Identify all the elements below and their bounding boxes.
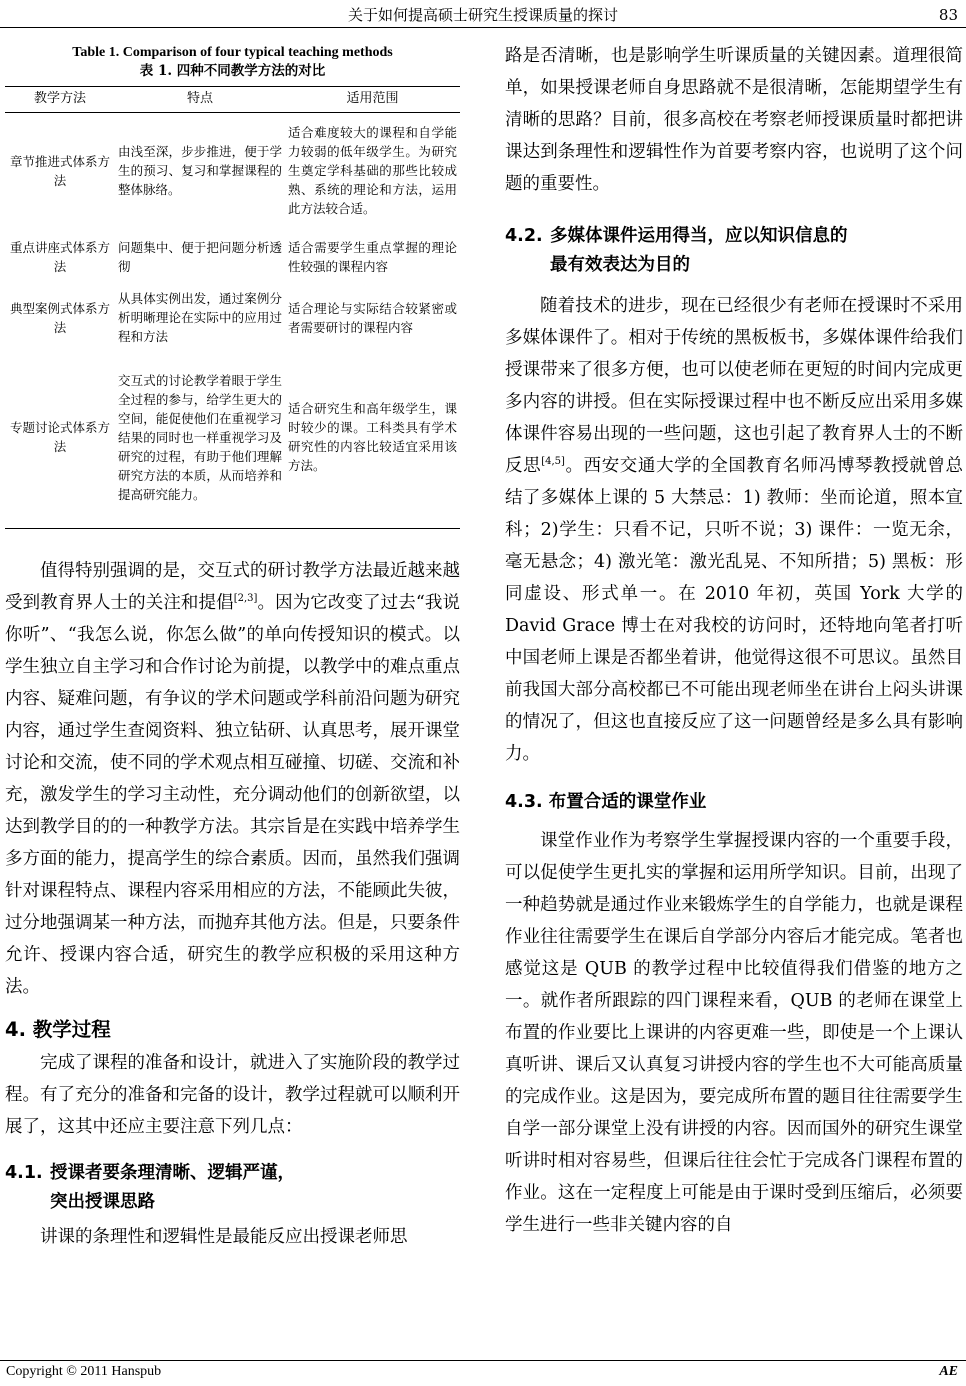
paragraph-text: 。因为它改变了过去“我说你听”、“我怎么说，你怎么做”的单向传授知识的模式。以学生独立自主学习和合作讨论为前提，以教学中的难点重点内容、疑难问题，有争议的学术问题或学科前沿问题为研究内容，通过学生查阅资料、独立钻研、认真思考，展开课堂讨论和交流，使不同的学术观点相互碰撞、切磋、交流和补充，激发学生的学习主动性，充分调动他们的创新欲望，以达到教学目的的一种教学方法。其宗旨是在实践中培养学生多方面的能力，提高学生的综合素质。因而，虽然我们强调针对课程特点、课程内容采用相应的方法，不能顾此失彼，过分地强调某一种方法，而抛弃其他方法。但是，只要条件允许、授课内容合适，研究生的教学应积极的采用这种方法。	[5, 593, 461, 997]
scope-cell: 适合需要学生重点掌握的理论性较强的课程内容	[288, 239, 457, 274]
scope-cell: 适合难度较大的课程和自学能力较弱的低年级学生。为研究生奠定学科基础的那些比较成熟、系统的理论和方法，运用此方法较合适。	[288, 125, 457, 217]
citation: [4,5]	[541, 456, 565, 468]
methods-table	[5, 86, 460, 529]
features-cell: 交互式的讨论教学着眼于学生全过程的参与，给学生更大的空间，能促使他们在重视学习结果的同时也一样重视学习及研究的过程，有助于他们理解研究方法的本质，从而培养和提高研究能力。	[115, 351, 285, 529]
column-header: 教学方法	[5, 87, 115, 113]
subsection-heading-4-1	[5, 1159, 460, 1217]
features-cell: 从具体实例出发，通过案例分析明晰理论在实际中的应用过程和方法	[118, 291, 282, 344]
subsection-heading-4-3: 4.3. 布置合适的课堂作业	[505, 792, 707, 812]
subsection-heading-4-2	[505, 222, 963, 280]
paragraph-logic: 讲课的条理性和逻辑性是最能反应出授课老师思	[40, 1227, 408, 1247]
heading-line: 最有效表达为目的	[550, 255, 690, 275]
method-cell: 典型案例式体系方法	[9, 300, 110, 335]
journal-abbreviation: AE	[939, 1364, 958, 1379]
scope-cell: 适合理论与实际结合较紧密或者需要研讨的课程内容	[288, 300, 457, 335]
heading-number: 4.2.	[505, 226, 543, 246]
features-cell: 由浅至深，步步推进，便于学生的预习、复习和掌握课程的整体脉络。	[118, 144, 282, 198]
method-cell: 重点讲座式体系方法	[9, 239, 110, 274]
footer-rule	[0, 1360, 966, 1361]
table-row	[5, 113, 460, 229]
column-header: 适用范围	[285, 87, 460, 113]
scope-cell: 适合研究生和高年级学生，课时较少的课。工科类具有学术研究性的内容比较适宜采用该方法。	[285, 351, 460, 529]
table-caption-zh: 表 1. 四种不同教学方法的对比	[139, 63, 326, 79]
heading-number: 4.1.	[5, 1163, 43, 1183]
paragraph-text: 值得特别强调的是，交互式的研讨教学方法最近越来越受到教育界人士的关注和提倡	[5, 561, 460, 613]
paragraph-interactive-method	[5, 555, 460, 1003]
paragraph-logic-continued: 路是否清晰，也是影响学生听课质量的关键因素。道理很简单，如果授课老师自身思路就不是很清晰，怎能期望学生有清晰的思路？目前，很多高校在考察老师授课质量时都把讲课达到条理性和逻辑性作为首要考察内容，也说明了这个问题的重要性。	[505, 46, 963, 194]
heading-line: 突出授课思路	[50, 1192, 155, 1212]
table-row	[5, 229, 460, 285]
left-column	[5, 40, 460, 1253]
table-caption-en: Table 1. Comparison of four typical teaching methods	[72, 45, 393, 60]
citation: [2,3]	[233, 593, 258, 605]
heading-text	[50, 1159, 460, 1217]
features-cell: 问题集中、便于把问题分析透彻	[118, 239, 282, 274]
method-cell: 章节推进式体系方法	[9, 153, 110, 188]
section-heading-4: 4. 教学过程	[5, 1018, 111, 1041]
heading-text	[550, 222, 963, 280]
header-rule	[0, 27, 966, 28]
heading-line: 授课者要条理清晰、逻辑严谨，	[50, 1163, 295, 1183]
column-header: 特点	[115, 87, 285, 113]
heading-line: 多媒体课件运用得当，应以知识信息的	[550, 226, 848, 246]
running-title: 关于如何提高硕士研究生授课质量的探讨	[347, 6, 618, 24]
running-header	[0, 0, 966, 28]
method-cell: 专题讨论式体系方法	[5, 351, 115, 529]
page-number: 83	[938, 6, 958, 24]
paragraph-teaching-process: 完成了课程的准备和设计，就进入了实施阶段的教学过程。有了充分的准备和完备的设计，教学过程就可以顺利开展了，这其中还应主要注意下列几点：	[5, 1053, 460, 1137]
table-row	[5, 285, 460, 351]
paragraph-text: 。西安交通大学的全国教育名师冯博琴教授就曾总结了多媒体上课的 5 大禁忌：1) 教师：坐而论道，照本宣科；2)学生：只看不记，只听不说；3) 课件：一览无余，毫无悬念；4) 激光笔：激光乱晃、不知所措；5) 黑板：形同虚设、形式单一。在 2010 年初，英国 York 大学的 David Grace 博士在对我校的访问时，还特地向笔者打听中国老师上课是否都坐着讲，他觉得这很不可思议。虽然目前我国大部分高校都已不可能出现老师坐在讲台上闷头讲课的情况了，但这也直接反应了这一问题曾经是多么具有影响力。	[505, 456, 964, 764]
table-row	[5, 351, 460, 529]
paragraph-multimedia	[505, 290, 963, 770]
copyright-notice: Copyright © 2011 Hanspub	[6, 1364, 162, 1379]
paragraph-homework: 课堂作业作为考察学生掌握授课内容的一个重要手段，可以促使学生更扎实的掌握和运用所学知识。目前，出现了一种趋势就是通过作业来锻炼学生的自学能力，也就是课程作业往往需要学生在课后自学部分内容后才能完成。笔者也感觉这是 QUB 的教学过程中比较值得我们借鉴的地方之一。就作者所跟踪的四门课程来看，QUB 的老师在课堂上布置的作业要比上课讲的内容更难一些，即使是一个上课认真听讲、课后又认真复习讲授内容的学生也不大可能高质量的完成作业。这是因为，要完成所布置的题目往往需要学生自学一部分课堂上没有讲授的内容。因而国外的研究生课堂听讲时相对容易些，但课后往往会忙于完成各门课程布置的作业。这在一定程度上可能是由于课时受到压缩后，必须要学生进行一些非关键内容的自	[505, 831, 963, 1235]
table-header-row	[5, 87, 460, 113]
right-column	[505, 40, 963, 1241]
paragraph-text: 随着技术的进步，现在已经很少有老师在授课时不采用多媒体课件了。相对于传统的黑板板书，多媒体课件给我们授课带来了很多方便，也可以使老师在更短的时间内完成更多内容的讲授。但在实际授课过程中也不断反应出采用多媒体课件容易出现的一些问题，这也引起了教育界人士的不断反思	[505, 296, 963, 476]
